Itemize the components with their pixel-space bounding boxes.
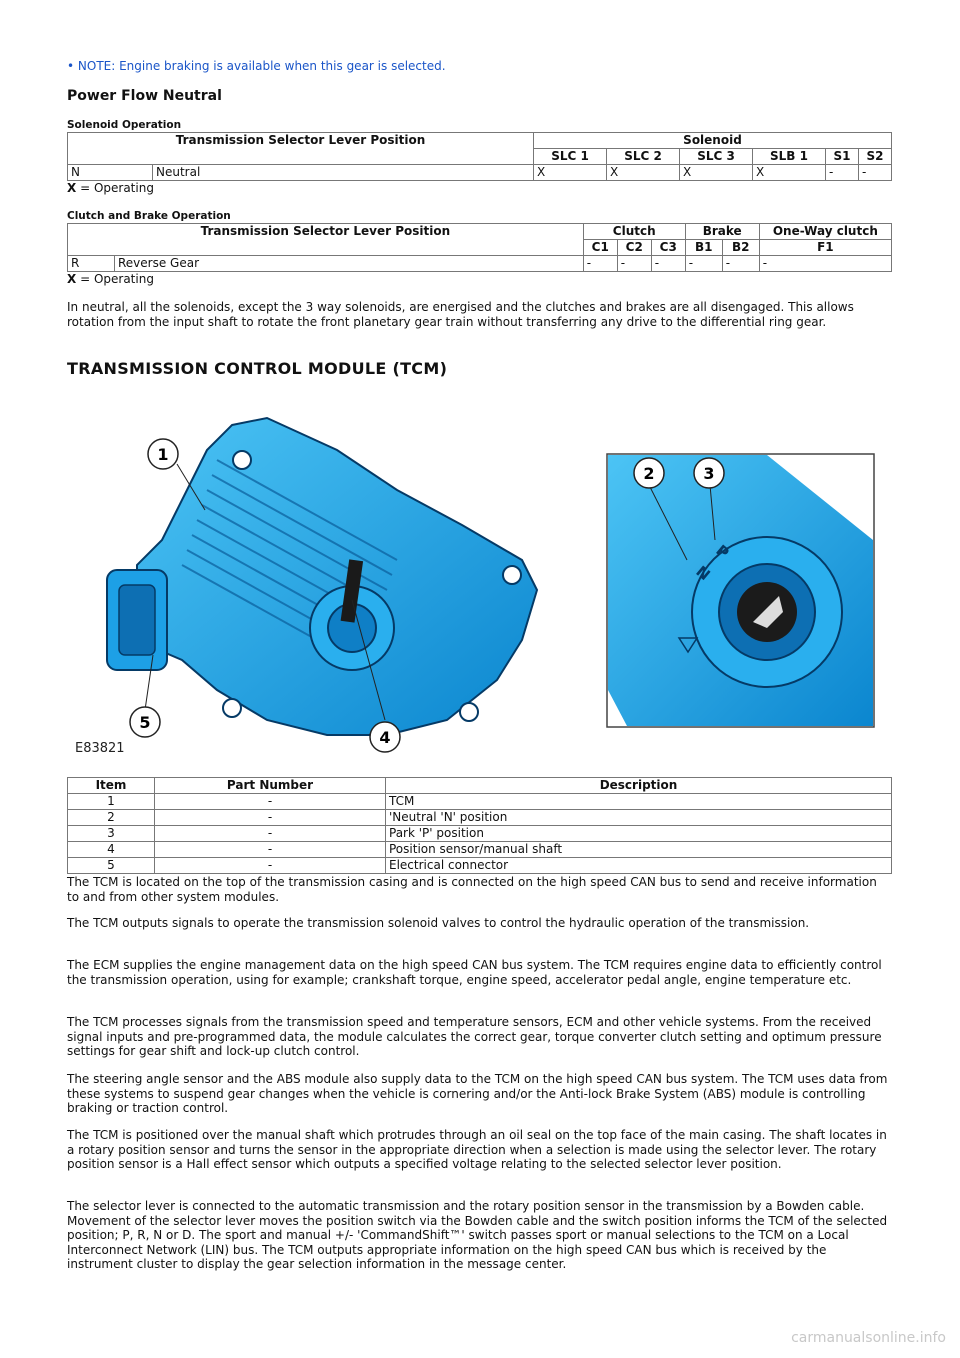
- svg-text:4: 4: [379, 728, 391, 747]
- svg-text:5: 5: [139, 713, 151, 732]
- callout-4: [370, 722, 400, 752]
- cell: -: [859, 165, 892, 181]
- paragraph: The selector lever is connected to the automatic transmission and the rotary position sensor in the transmission by a Bowden cable. Movement of the selector lever moves the position switch via the Bowden cable and the switch position informs the TCM of the selected position; P, R, N or D. The sport and manual +/- 'CommandShift™' switch passes sport or manual selections to the TCM on a Local Interconnect Network (LIN) bus. The TCM outputs appropriate information on the high speed CAN bus which is received by the instrument cluster to display the gear selection information in the message center.: [67, 1199, 888, 1272]
- cell: N: [68, 165, 153, 181]
- cell: X: [680, 165, 753, 181]
- cell: -: [155, 858, 386, 874]
- subcol: B2: [722, 240, 759, 256]
- neutral-paragraph: In neutral, all the solenoids, except the 3 way solenoids, are energised and the clutches and brakes are all disengaged. This allows rotation from the input shaft to rotate the front planetary gear train without transferring any drive to the differential ring gear.: [67, 300, 854, 329]
- cell: -: [155, 842, 386, 858]
- cell: 'Neutral 'N' position: [386, 810, 892, 826]
- callout-3: [694, 458, 724, 488]
- col-clutch: Clutch: [583, 224, 685, 240]
- subcol: SLB 1: [753, 149, 826, 165]
- figure-code: E83821: [75, 741, 125, 756]
- col-solenoid: Solenoid: [534, 133, 892, 149]
- callout-2: [634, 458, 664, 488]
- subcol: SLC 1: [534, 149, 607, 165]
- cell: Position sensor/manual shaft: [386, 842, 892, 858]
- solenoid-table: [67, 132, 892, 181]
- watermark: carmanualsonline.info: [791, 1330, 946, 1346]
- subcol: F1: [759, 240, 891, 256]
- table-row: [68, 794, 892, 810]
- cell: -: [722, 256, 759, 272]
- cell: 3: [68, 826, 155, 842]
- cell: X: [534, 165, 607, 181]
- col-brake: Brake: [685, 224, 759, 240]
- table-row: [68, 256, 892, 272]
- col-lever: Transmission Selector Lever Position: [68, 133, 534, 165]
- cell: R: [68, 256, 115, 272]
- svg-text:1: 1: [157, 445, 169, 464]
- svg-text:3: 3: [703, 464, 715, 483]
- power-flow-title: Power Flow Neutral: [67, 88, 222, 104]
- table-row: [68, 842, 892, 858]
- cell: -: [155, 794, 386, 810]
- table-row: [68, 826, 892, 842]
- cell: 5: [68, 858, 155, 874]
- svg-text:2: 2: [643, 464, 655, 483]
- table-row: [68, 858, 892, 874]
- subcol: C1: [583, 240, 617, 256]
- cell: -: [155, 810, 386, 826]
- cell: -: [826, 165, 859, 181]
- paragraph: The steering angle sensor and the ABS module also supply data to the TCM on the high speed CAN bus system. The TCM uses data from these systems to suspend gear changes when the vehicle is cornering and/or the Anti-lock Brake System (ABS) module is controlling braking or traction control.: [67, 1072, 888, 1116]
- cell: 2: [68, 810, 155, 826]
- legend-solenoid: [67, 181, 154, 195]
- cell: TCM: [386, 794, 892, 810]
- col-description: Description: [386, 778, 892, 794]
- cell: 1: [68, 794, 155, 810]
- cell: -: [651, 256, 685, 272]
- col-item: Item: [68, 778, 155, 794]
- table-row: [68, 810, 892, 826]
- cell: Electrical connector: [386, 858, 892, 874]
- legend-x: X: [67, 181, 77, 195]
- subcol: C2: [617, 240, 651, 256]
- paragraph: The TCM outputs signals to operate the transmission solenoid valves to control the hydraulic operation of the transmission.: [67, 916, 810, 930]
- tcm-title: TRANSMISSION CONTROL MODULE (TCM): [67, 359, 448, 378]
- paragraph: The TCM is positioned over the manual shaft which protrudes through an oil seal on the top face of the main casing. The shaft locates in a rotary position sensor and turns the sensor in the appropriate direction when a selection is made using the selector lever. The rotary position sensor is a Hall effect sensor which outputs a specified voltage relating to the selected selector lever position.: [67, 1128, 887, 1172]
- detail-inset: [607, 454, 874, 727]
- cell: Neutral: [153, 165, 534, 181]
- col-part-number: Part Number: [155, 778, 386, 794]
- paragraph: The TCM is located on the top of the transmission casing and is connected on the high speed CAN bus to send and receive information to and from other system modules.: [67, 875, 877, 904]
- cell: 4: [68, 842, 155, 858]
- col-oneway: One-Way clutch: [759, 224, 891, 240]
- inset-n-mark: N: [692, 562, 714, 585]
- clutch-table: [67, 223, 892, 272]
- solenoid-heading: Solenoid Operation: [67, 119, 182, 131]
- cell: X: [753, 165, 826, 181]
- table-row: [68, 165, 892, 181]
- tcm-illustration: [67, 390, 893, 765]
- cell: -: [685, 256, 722, 272]
- callout-5: [130, 707, 160, 737]
- inset-p-mark: P: [712, 541, 733, 563]
- subcol: B1: [685, 240, 722, 256]
- note-text: • NOTE: Engine braking is available when this gear is selected.: [67, 59, 446, 73]
- legend-text: = Operating: [76, 272, 154, 286]
- subcol: S2: [859, 149, 892, 165]
- callout-1: [148, 439, 178, 469]
- legend-clutch: [67, 272, 154, 286]
- cell: X: [607, 165, 680, 181]
- legend-text: = Operating: [76, 181, 154, 195]
- paragraph: The ECM supplies the engine management data on the high speed CAN bus system. The TCM requires engine data to efficiently control the transmission operation, using for example; crankshaft torque, engine speed, accelerator pedal angle, engine temperature etc.: [67, 958, 882, 987]
- cell: -: [583, 256, 617, 272]
- cell: Reverse Gear: [115, 256, 584, 272]
- subcol: SLC 3: [680, 149, 753, 165]
- cell: Park 'P' position: [386, 826, 892, 842]
- col-lever: Transmission Selector Lever Position: [68, 224, 584, 256]
- items-table: [67, 777, 892, 874]
- clutch-heading: Clutch and Brake Operation: [67, 210, 231, 222]
- cell: -: [155, 826, 386, 842]
- subcol: S1: [826, 149, 859, 165]
- cell: -: [617, 256, 651, 272]
- paragraph: The TCM processes signals from the transmission speed and temperature sensors, ECM and other vehicle systems. From the received signal inputs and pre-programmed data, the module calculates the correct gear, torque converter clutch setting and optimum pressure settings for gear shift and lock-up clutch control.: [67, 1015, 882, 1059]
- subcol: C3: [651, 240, 685, 256]
- subcol: SLC 2: [607, 149, 680, 165]
- legend-x: X: [67, 272, 77, 286]
- cell: -: [759, 256, 891, 272]
